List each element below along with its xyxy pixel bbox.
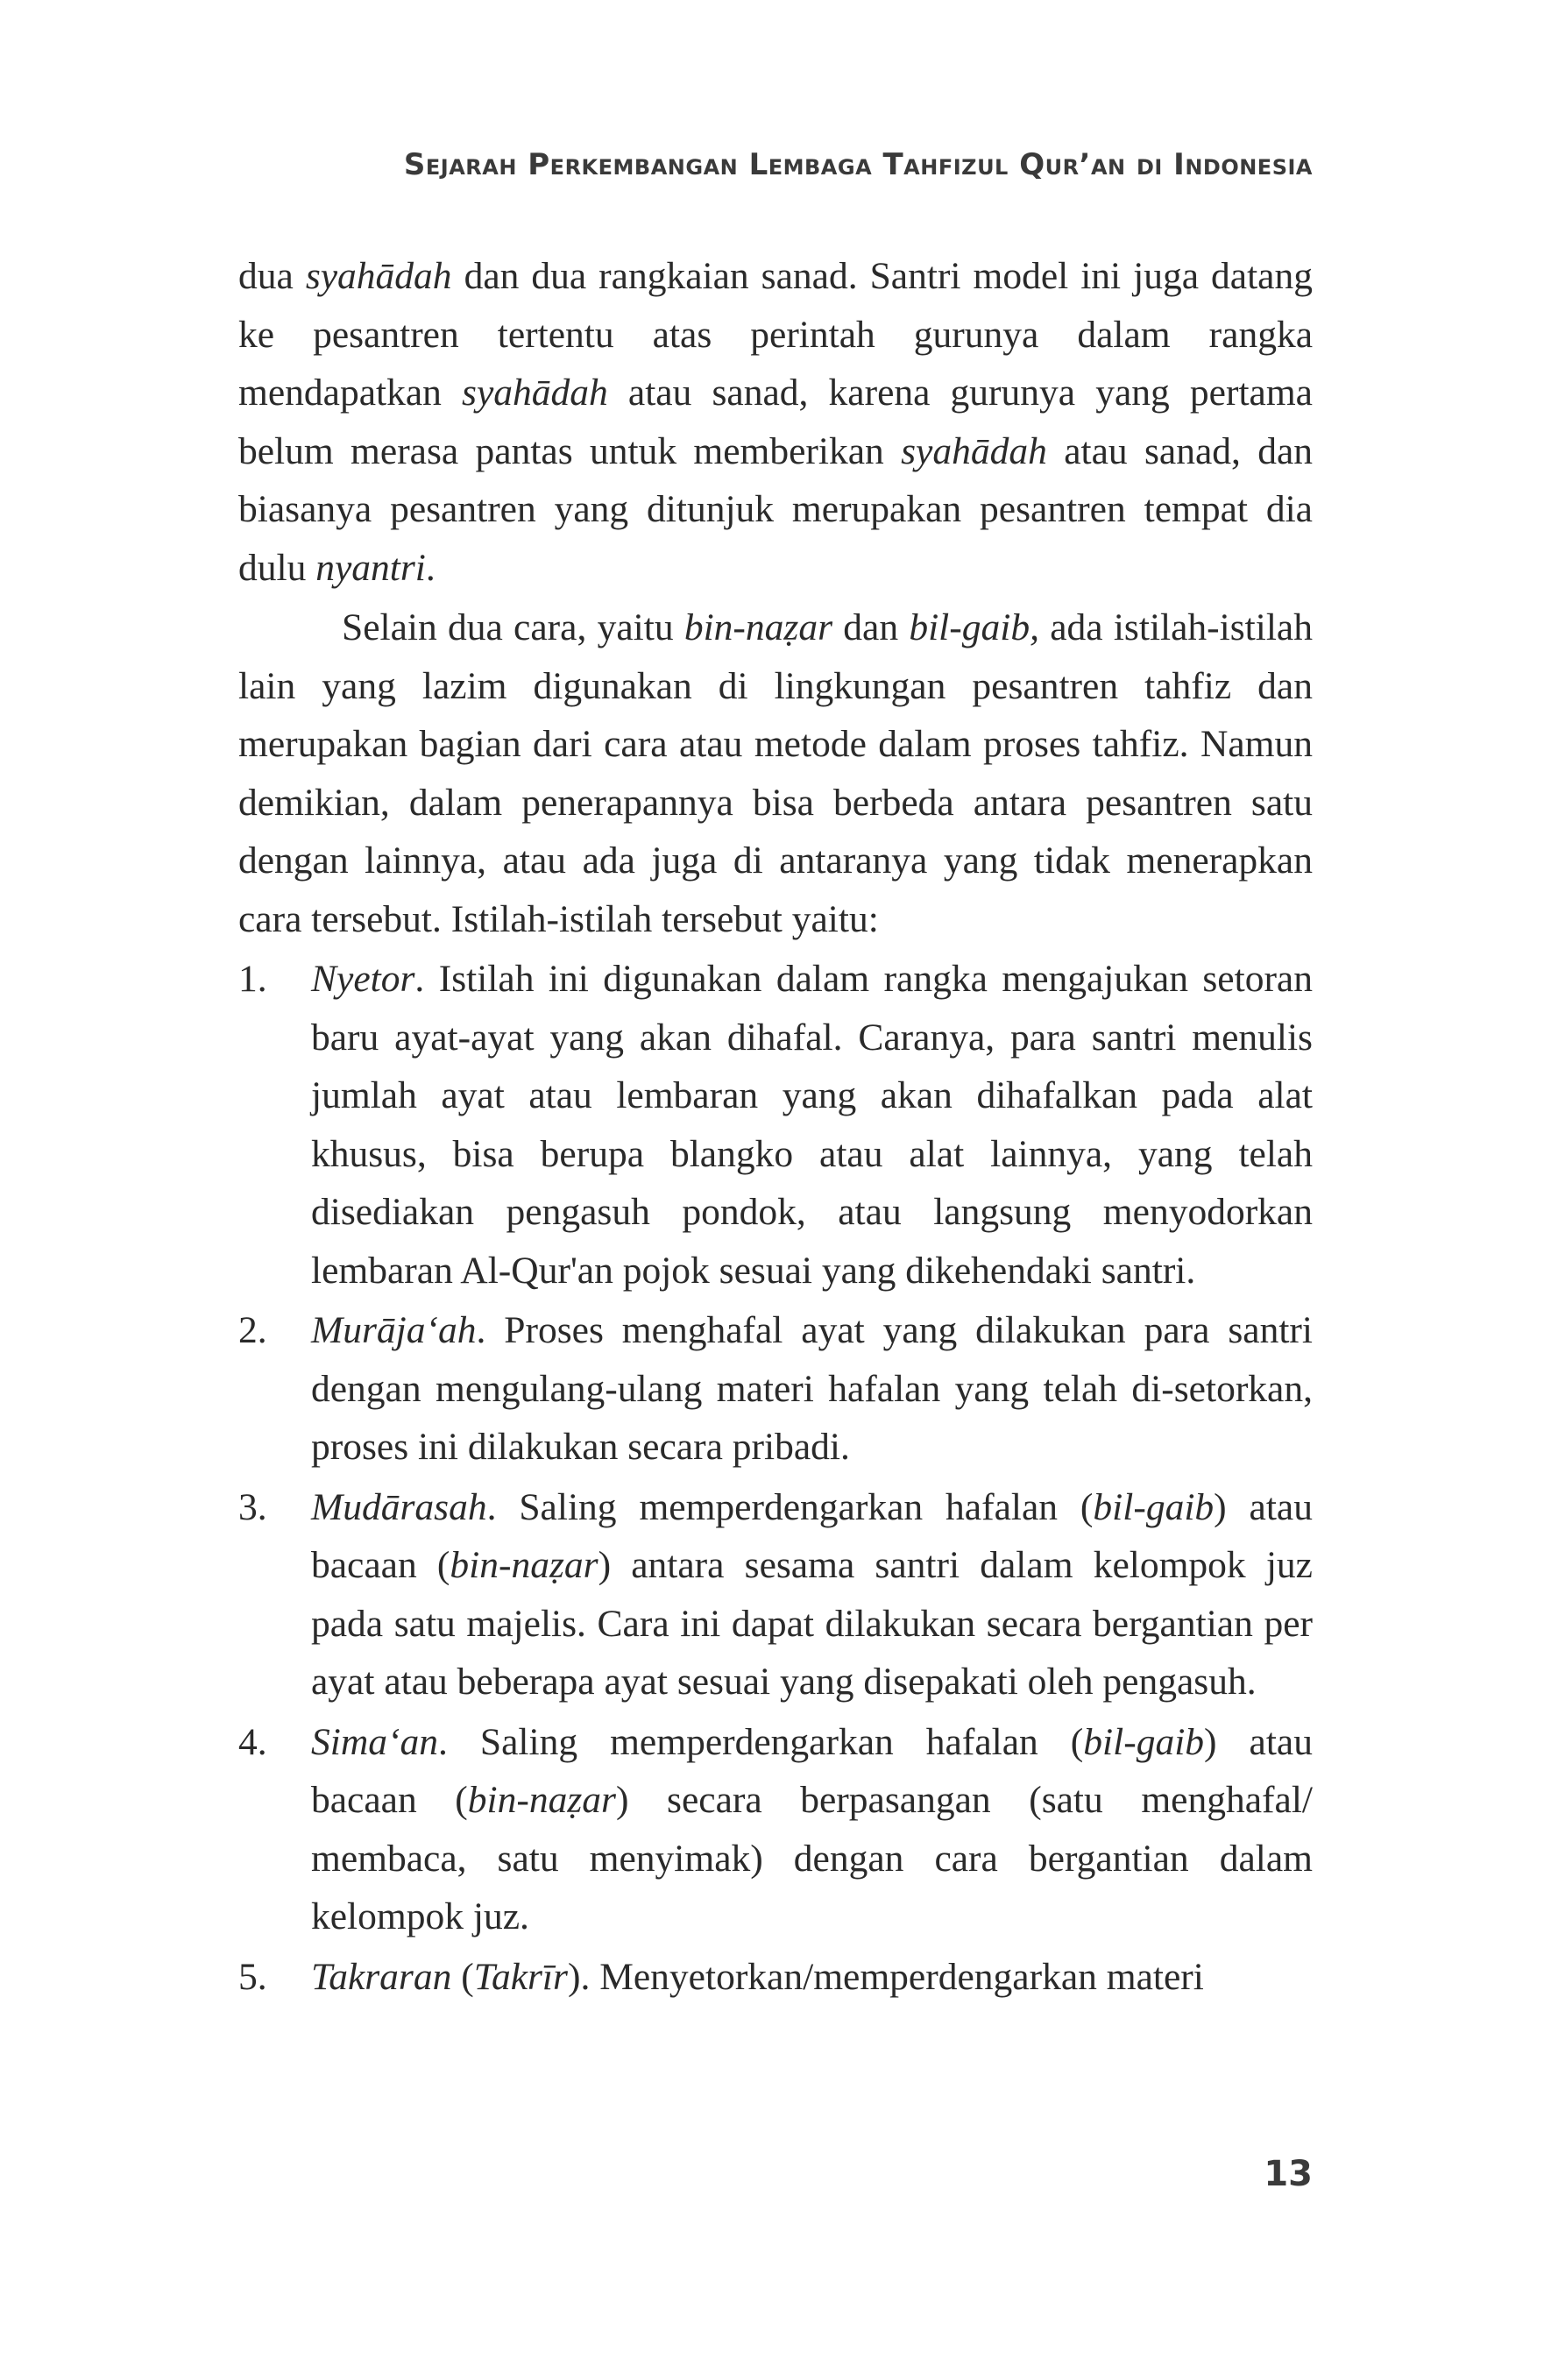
list-text: (: [451, 1955, 474, 1998]
list-term: Takraran: [311, 1955, 452, 1998]
text-run: atau sanad, dan biasanya pesantren yang ditunjuk merupakan pesantren tempat dia dulu: [238, 429, 1314, 589]
list-item: [238, 1948, 1313, 2007]
list-number: 4.: [238, 1720, 267, 1763]
list-item: [238, 1713, 1313, 1946]
text-run: ada istilah-istilah lain yang lazim digunakan di lingkungan pesantren tahfiz dan merupakan bagian dari cara atau metode dalam proses tahfiz. Namun demikian, dalam penerapannya bisa berbeda antara pesantren satu dengan lainnya, atau ada juga di antaranya yang tidak menerapkan cara tersebut. Istilah-istilah tersebut yaitu:: [238, 606, 1313, 940]
list-item: [238, 1301, 1313, 1477]
list-number: 2.: [238, 1309, 267, 1351]
italic-term: syahādah: [305, 255, 452, 297]
list-text: ) antara sesama santri dalam kelompok juz pada satu majelis. Cara ini dapat dilakukan secara bergantian per ayat atau beberapa ayat sesuai yang disepakati oleh pengasuh.: [311, 1544, 1313, 1703]
italic-term: nyantri: [315, 546, 426, 589]
italic-term: bin-naẓar: [450, 1544, 598, 1586]
italic-term: bin-naẓar: [683, 606, 833, 648]
terms-list: [238, 950, 1313, 2006]
list-term: Murāja‘ah: [311, 1309, 477, 1351]
list-text: ) atau bacaan (: [311, 1485, 1313, 1586]
list-term: Sima‘an: [311, 1720, 438, 1763]
list-term: Mudārasah: [311, 1485, 487, 1528]
list-number: 5.: [238, 1955, 267, 1998]
italic-term: Takrīr: [473, 1955, 568, 1998]
italic-term: bil-gaib: [1093, 1485, 1215, 1528]
list-number: 3.: [238, 1485, 267, 1528]
italic-term: syahādah: [462, 372, 608, 414]
italic-term: bil-gaib: [1083, 1720, 1205, 1763]
paragraph-continuation: [238, 247, 1313, 597]
list-item: [238, 1478, 1313, 1711]
text-run: atau sanad, karena gurunya yang pertama belum merasa pantas untuk memberikan: [238, 372, 1313, 472]
text-run: Selain dua cara, yaitu: [342, 606, 684, 648]
body-text: [238, 247, 1313, 2008]
list-number: 1.: [238, 958, 267, 1000]
list-item: [238, 950, 1313, 1300]
text-run: dua: [238, 255, 306, 297]
italic-term: bil-gaib,: [909, 606, 1039, 648]
page-number: 13: [1264, 2154, 1313, 2194]
text-run: dan: [832, 606, 910, 648]
list-text: . Saling memperdengarkan hafalan (: [438, 1720, 1084, 1763]
list-text: . Proses menghafal ayat yang dilakukan para santri dengan mengulang-ulang materi hafalan yang telah di-setorkan, proses ini dilakukan secara pribadi.: [311, 1309, 1313, 1468]
list-text: ) atau bacaan (: [311, 1720, 1313, 1821]
list-text: ). Menyetorkan/memperdengarkan materi: [567, 1955, 1204, 1998]
list-text: . Istilah ini digunakan dalam rangka mengajukan setoran baru ayat-ayat yang akan dihafal. Caranya, para santri menulis jumlah ayat atau lembaran yang akan dihafalkan pada alat khusus, bisa berupa blangko atau alat lainnya, yang telah disediakan pengasuh pondok, atau langsung menyodorkan lembaran Al-Qur'an pojok sesuai yang dikehendaki santri.: [311, 958, 1313, 1292]
italic-term: syahādah: [901, 429, 1047, 472]
running-head-title: Sejarah Perkembangan Lembaga Tahfizul Qur’an di Indonesia: [403, 147, 1313, 182]
italic-term: bin-naẓar: [467, 1779, 616, 1821]
text-run: dan dua rangkaian sanad. Santri model ini juga datang ke pesantren tertentu atas perintah gurunya dalam rangka mendapatkan: [238, 255, 1313, 414]
list-term: Nyetor: [311, 958, 415, 1000]
list-text: . Saling memperdengarkan hafalan (: [486, 1485, 1094, 1528]
paragraph-intro: [238, 599, 1313, 948]
text-run: .: [425, 546, 436, 589]
list-text: ) secara berpasangan (satu menghafal/ membaca, satu menyimak) dengan cara bergantian dalam kelompok juz.: [311, 1779, 1314, 1937]
